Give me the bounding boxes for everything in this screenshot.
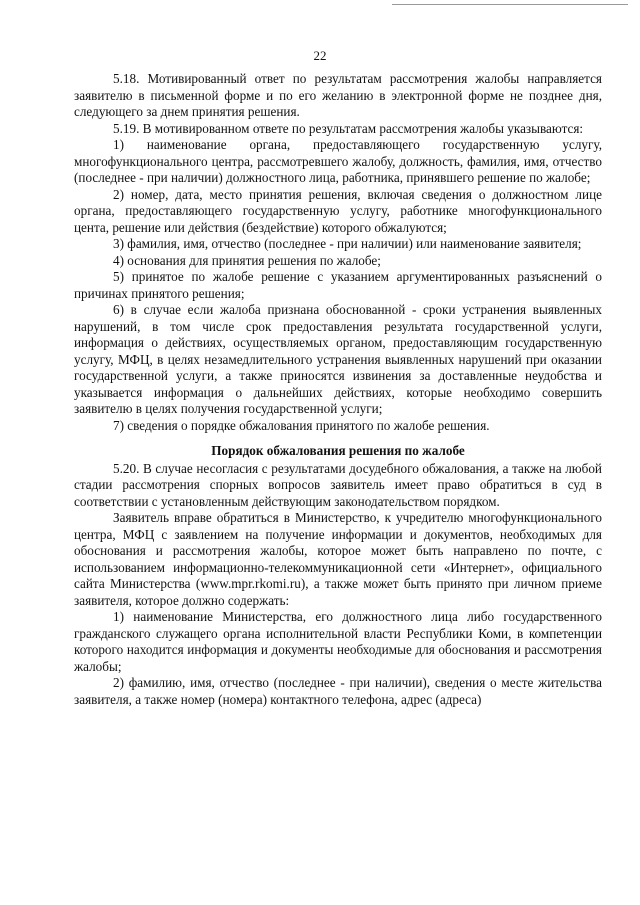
request-item-2: 2) фамилию, имя, отчество (последнее - при наличии), сведения о месте жительства заявителя, а также номер (номера) контактного телефона, адрес (адреса) <box>74 675 602 707</box>
list-item-1: 1) наименование органа, предоставляющего государственную услугу, многофункционального центра, рассмотревшего жалобу, должность, фамилия, имя, отчество (последнее - при наличии) должностного лица, работника, принявшего решение по жалобе; <box>74 137 602 185</box>
scan-edge-line <box>392 4 628 5</box>
list-item-2: 2) номер, дата, место принятия решения, включая сведения о должностном лице органа, предоставляющего государственную услугу, работнике многофункционального цента, решение или действия (бездействие) которого обжалуются; <box>74 186 602 235</box>
list-item-6: 6) в случае если жалоба признана обоснованной - сроки устранения выявленных нарушений, в том числе срок предоставления результата государственной услуги, информация о действиях, осуществляемых органом, предоставляющим государственную услугу, МФЦ, в целях незамедлительного устранения выявленных нарушений при оказании государственной услуги, а также приносятся извинения за доставленные неудобства и указывается информация о дальнейших действиях, которые необходимо совершить заявителю в целях получения государственной услуги; <box>74 302 602 416</box>
list-item-3: 3) фамилия, имя, отчество (последнее - при наличии) или наименование заявителя; <box>113 236 582 251</box>
list-item-7: 7) сведения о порядке обжалования принятого по жалобе решения. <box>113 417 490 433</box>
document-body <box>74 71 602 708</box>
paragraph-applicant-rights: Заявитель вправе обратиться в Министерство, к учредителю многофункционального центра, МФЦ с заявлением на получение информации и документов, необходимых для обоснования и рассмотрения жалобы, которое может быть направлено по почте, с использованием информационно-телекоммуникационной сети «Интернет», официального сайта Министерства (www.mpr.rkomi.ru), а также может быть принято при личном приеме заявителя, которое должно содержать: <box>74 510 602 608</box>
paragraph-5-19: 5.19. В мотивированном ответе по результатам рассмотрения жалобы указываются: <box>113 120 584 136</box>
page-number: 22 <box>313 48 327 63</box>
section-heading: Порядок обжалования решения по жалобе <box>211 443 465 458</box>
list-item-4: 4) основания для принятия решения по жалобе; <box>113 252 381 268</box>
list-item-5: 5) принятое по жалобе решение с указанием аргументированных разъяснений о причинах принятого решения; <box>74 269 602 301</box>
request-item-1: 1) наименование Министерства, его должностного лица либо государственного гражданского служащего органа исполнительной власти Республики Коми, в компетенции которого находится информация и документы необходимые для обоснования и рассмотрения жалобы; <box>74 609 602 674</box>
paragraph-5-20: 5.20. В случае несогласия с результатами досудебного обжалования, а также на любой стадии рассмотрения спорных вопросов заявитель имеет право обратиться в суд в соответствии с установленным действующим законодательством порядком. <box>74 460 602 509</box>
paragraph-5-18: 5.18. Мотивированный ответ по результатам рассмотрения жалобы направляется заявителю в письменной форме и по его желанию в электронной форме не позднее дня, следующего за днем принятия решения. <box>74 71 602 119</box>
